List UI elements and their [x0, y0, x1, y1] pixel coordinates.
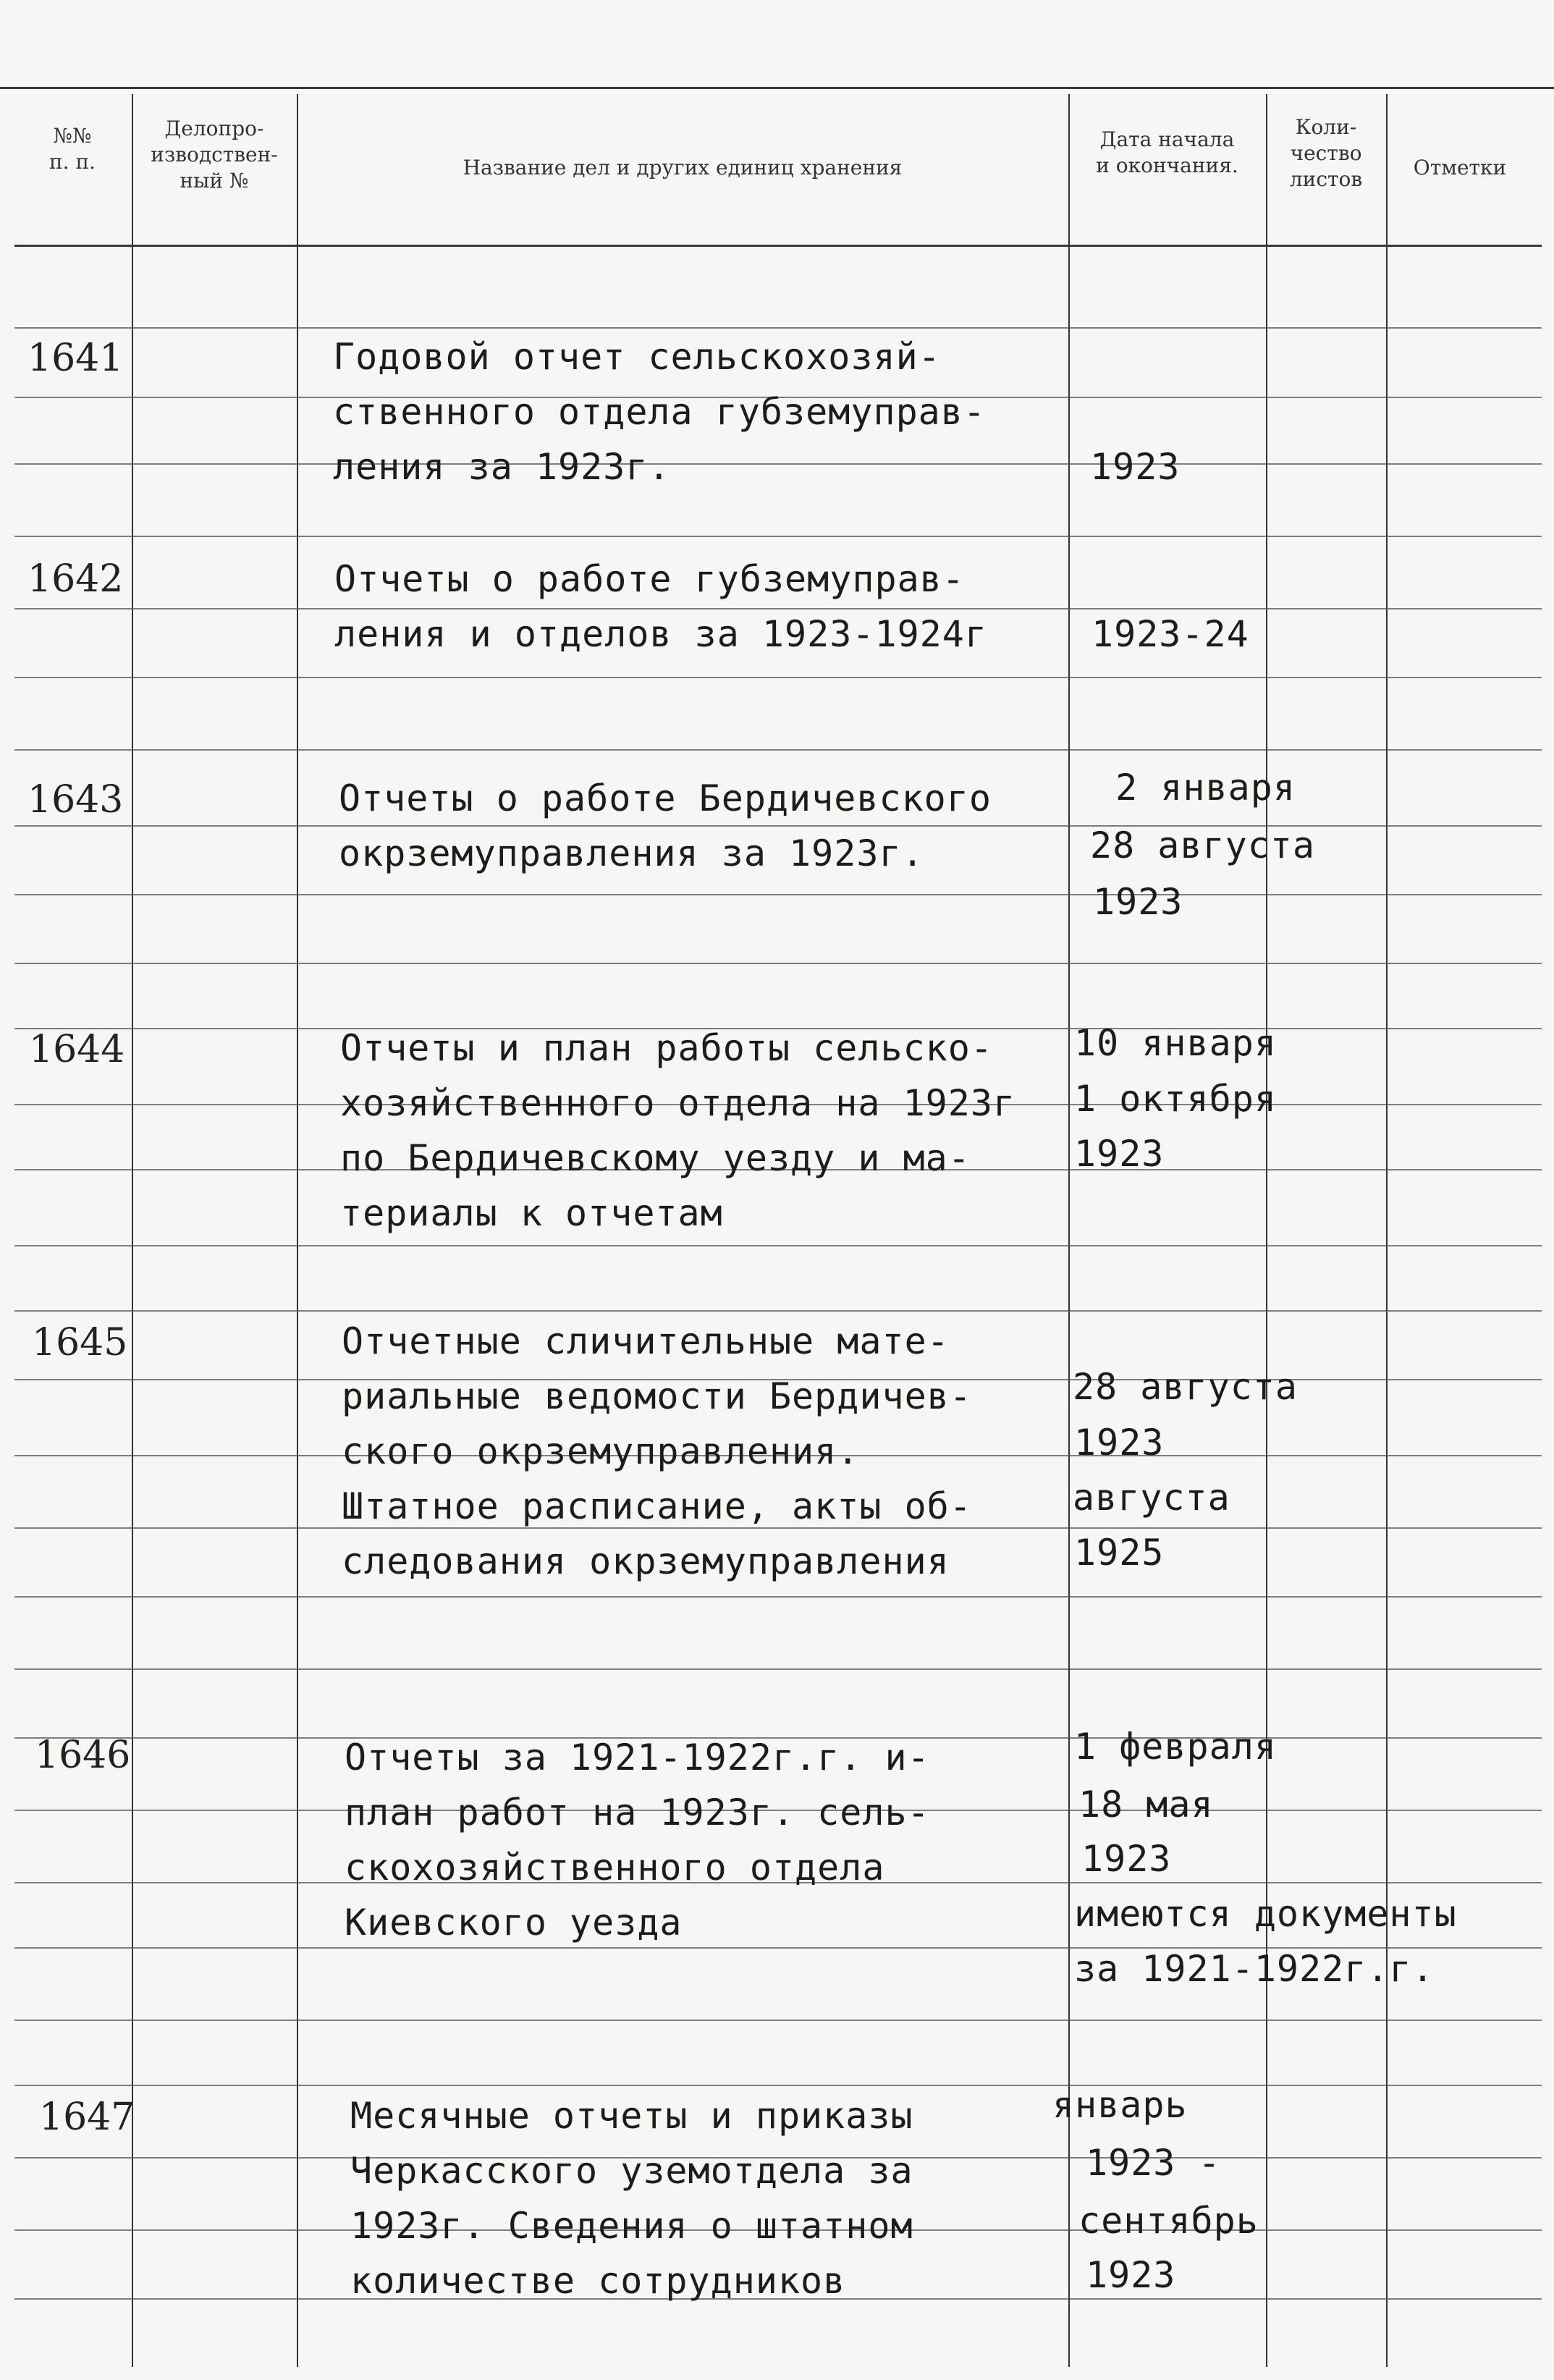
record-title-line: ского окрземуправления.	[342, 1430, 860, 1472]
record-number: 1646	[35, 1734, 131, 1777]
top-rule	[0, 87, 1554, 89]
record-date-line: 10 января	[1074, 1022, 1277, 1064]
record-title-line: Отчеты о работе губземуправ-	[334, 558, 965, 600]
record-date-line: 1 октября	[1074, 1078, 1277, 1120]
record-date-line: 28 августа	[1090, 824, 1316, 866]
record-title-line: Месячные отчеты и приказы	[350, 2095, 913, 2137]
record-title-line: териалы к отчетам	[340, 1192, 723, 1234]
record-number: 1642	[28, 557, 124, 601]
body-rule	[14, 894, 1542, 895]
record-title-line: план работ на 1923г. сель-	[345, 1792, 930, 1833]
record-date-line: 1 февраля	[1074, 1726, 1277, 1768]
record-title-line: ления за 1923г.	[333, 446, 671, 488]
record-title-line: Штатное расписание, акты об-	[342, 1485, 972, 1527]
record-title-line: ственного отдела губземуправ-	[333, 391, 986, 433]
record-title-line: Отчеты и план работы сельско-	[340, 1027, 993, 1069]
record-number: 1641	[28, 337, 124, 380]
record-title-line: ления и отделов за 1923-1924г	[334, 613, 987, 655]
record-date-line: 1923-24	[1091, 613, 1249, 655]
body-rule	[14, 677, 1542, 678]
body-rule	[14, 327, 1542, 329]
column-divider-3	[1068, 94, 1070, 2367]
body-rule	[14, 963, 1542, 964]
body-rule	[14, 536, 1542, 537]
body-rule	[14, 1245, 1542, 1246]
header-number: №№ п. п.	[48, 124, 96, 174]
record-date-line: 2 января	[1093, 767, 1296, 809]
column-divider-1	[132, 94, 133, 2367]
record-title-line: количестве сотрудников	[350, 2260, 846, 2302]
body-rule	[14, 2085, 1542, 2086]
header-sheets: Коли- чество листов	[1289, 115, 1363, 191]
record-date-line: августа	[1073, 1477, 1230, 1519]
header-office-number: Делопро- изводствен- ный №	[151, 117, 278, 193]
body-rule	[14, 1310, 1542, 1312]
record-date-line: 1923	[1081, 1838, 1172, 1880]
record-date-line: 1925	[1074, 1532, 1165, 1574]
record-title-line: Отчеты за 1921-1922г.г. и-	[345, 1737, 930, 1778]
record-title-line: Киевского уезда	[345, 1902, 683, 1944]
record-date-line: 1923	[1093, 881, 1183, 923]
record-date-line: за 1921-1922г.г.	[1074, 1948, 1435, 1990]
record-date-line: 1923	[1074, 1133, 1165, 1175]
record-title-line: риальные ведомости Бердичев-	[342, 1375, 972, 1417]
record-number: 1645	[32, 1321, 128, 1364]
column-divider-5	[1386, 94, 1388, 2367]
record-date-line: 1923	[1074, 1422, 1165, 1464]
header-title: Название дел и других единиц хранения	[463, 156, 903, 180]
record-title-line: Годовой отчет сельскохозяй-	[333, 336, 941, 378]
record-number: 1647	[39, 2096, 135, 2139]
record-date-line: имеются документы	[1074, 1893, 1457, 1935]
record-title-line: по Бердичевскому уезду и ма-	[340, 1137, 971, 1179]
record-date-line: 28 августа	[1073, 1366, 1298, 1408]
body-rule	[14, 463, 1542, 465]
record-title-line: Черкасского уземотдела за	[350, 2150, 913, 2192]
body-rule	[14, 1596, 1542, 1598]
record-title-line: 1923г. Сведения о штатном	[350, 2205, 913, 2247]
column-divider-4	[1266, 94, 1267, 2367]
header-notes: Отметки	[1413, 156, 1507, 180]
record-date-line: 1923 -	[1086, 2142, 1221, 2184]
column-divider-2	[297, 94, 298, 2367]
record-title-line: Отчеты о работе Бердичевского	[339, 777, 992, 819]
record-title-line: окрземуправления за 1923г.	[339, 832, 924, 874]
record-title-line: Отчетные сличительные мате-	[342, 1320, 950, 1362]
record-date-line: январь	[1052, 2084, 1188, 2126]
record-title-line: хозяйственного отдела на 1923г	[340, 1082, 1016, 1124]
header-dates: Дата начала и окончания.	[1096, 127, 1238, 177]
body-rule	[14, 1668, 1542, 1670]
record-number: 1644	[29, 1028, 125, 1071]
record-title-line: следования окрземуправления	[342, 1540, 950, 1582]
record-date-line: сентябрь	[1078, 2200, 1259, 2242]
record-title-line: скохозяйственного отдела	[345, 1847, 885, 1889]
header-bottom-rule	[14, 245, 1542, 247]
record-date-line: 18 мая	[1078, 1784, 1214, 1826]
body-rule	[14, 749, 1542, 751]
body-rule	[14, 2020, 1542, 2021]
record-date-line: 1923	[1086, 2254, 1176, 2296]
record-date-line: 1923	[1090, 446, 1181, 488]
record-number: 1643	[28, 778, 124, 822]
